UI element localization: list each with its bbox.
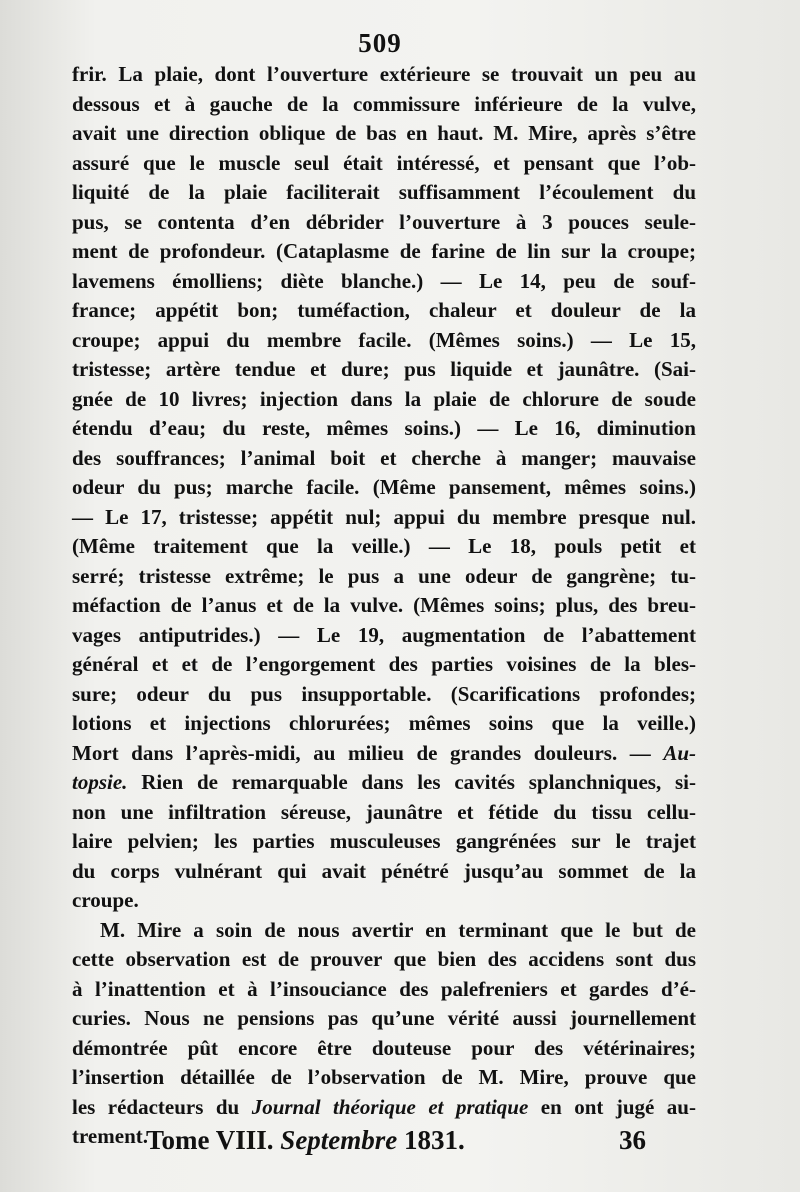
text-line: cette observation est de prouver que bien des accidens sont dus — [72, 947, 696, 971]
body-text — [72, 60, 696, 1152]
footer-month: Septembre — [280, 1125, 398, 1155]
text-line: tristesse; artère tendue et dure; pus liquide et jaunâtre. (Sai- — [72, 357, 696, 381]
text-line: frir. La plaie, dont l’ouverture extérieure se trouvait un peu au — [72, 62, 696, 86]
footer-volume-date — [146, 1125, 465, 1156]
paragraph-start-line: M. Mire a soin de nous avertir en terminant que le but de — [100, 917, 696, 942]
paragraph-end-line: croupe. — [72, 888, 139, 912]
text-line: ment de profondeur. (Cataplasme de farine de lin sur la croupe; — [72, 239, 696, 263]
text-line: lotions et injections chlorurées; mêmes soins que la veille.) — [72, 711, 696, 735]
text-line: curies. Nous ne pensions pas qu’une vérité aussi journellement — [72, 1006, 696, 1030]
text-line: topsie. Rien de remarquable dans les cavités splanchniques, si- — [72, 770, 696, 794]
text-line: non une infiltration séreuse, jaunâtre et fétide du tissu cellu- — [72, 799, 696, 824]
text-line: étendu d’eau; du reste, mêmes soins.) — Le 16, diminution — [72, 416, 696, 440]
text-line: pus, se contenta d’en débrider l’ouverture à 3 pouces seule- — [72, 209, 696, 234]
footer-volume: Tome VIII. — [146, 1125, 274, 1155]
text-line: dessous et à gauche de la commissure inférieure de la vulve, — [72, 91, 696, 116]
text-line: des souffrances; l’animal boit et cherche à manger; mauvaise — [72, 445, 696, 470]
text-line: (Même traitement que la veille.) — Le 18, pouls petit et — [72, 534, 696, 558]
footer-signature: 36 — [619, 1125, 646, 1155]
text-line: serré; tristesse extrême; le pus a une odeur de gangrène; tu- — [72, 563, 696, 588]
italic-text: Journal théorique et pratique — [251, 1094, 529, 1119]
text-line: croupe; appui du membre facile. (Mêmes soins.) — Le 15, — [72, 327, 696, 352]
text-line: vages antiputrides.) — Le 19, augmentation de l’abattement — [72, 622, 696, 647]
text-line: général et et de l’engorgement des parties voisines de la bles- — [72, 652, 696, 676]
text-line: avait une direction oblique de bas en haut. M. Mire, après s’être — [72, 121, 696, 145]
italic-text: Au- — [663, 740, 696, 765]
text-line: à l’inattention et à l’insouciance des palefreniers et gardes d’é- — [72, 976, 696, 1001]
text-line: france; appétit bon; tuméfaction, chaleur et douleur de la — [72, 298, 696, 322]
text-line: du corps vulnérant qui avait pénétré jusqu’au sommet de la — [72, 858, 696, 883]
text-line: gnée de 10 livres; injection dans la plaie de chlorure de soude — [72, 386, 696, 411]
text-line: assuré que le muscle seul était intéressé, et pensant que l’ob- — [72, 150, 696, 175]
text-line: méfaction de l’anus et de la vulve. (Mêmes soins; plus, des breu- — [72, 593, 696, 617]
text-line: liquité de la plaie faciliterait suffisamment l’écoulement du — [72, 180, 696, 204]
text-line: — Le 17, tristesse; appétit nul; appui du membre presque nul. — [72, 504, 696, 529]
paragraph-end-line: trement. — [72, 1124, 148, 1148]
text-line: démontrée pût encore être douteuse pour des vétérinaires; — [72, 1035, 696, 1060]
italic-text: topsie. — [72, 770, 128, 794]
text-line: Mort dans l’après-midi, au milieu de grandes douleurs. — Au- — [72, 740, 696, 765]
page-footer — [146, 1125, 646, 1165]
text-line: sure; odeur du pus insupportable. (Scarifications profondes; — [72, 681, 696, 706]
text-line: lavemens émolliens; diète blanche.) — Le 14, peu de souf- — [72, 268, 696, 293]
text-line: l’insertion détaillée de l’observation de M. Mire, prouve que — [72, 1065, 696, 1089]
text-line: les rédacteurs du Journal théorique et pratique en ont jugé au- — [72, 1094, 696, 1119]
text-line: odeur du pus; marche facile. (Même pansement, mêmes soins.) — [72, 475, 696, 499]
footer-year: 1831. — [404, 1125, 465, 1155]
text-line: laire pelvien; les parties musculeuses gangrénées sur le trajet — [72, 829, 696, 853]
page-number: 509 — [358, 28, 402, 58]
